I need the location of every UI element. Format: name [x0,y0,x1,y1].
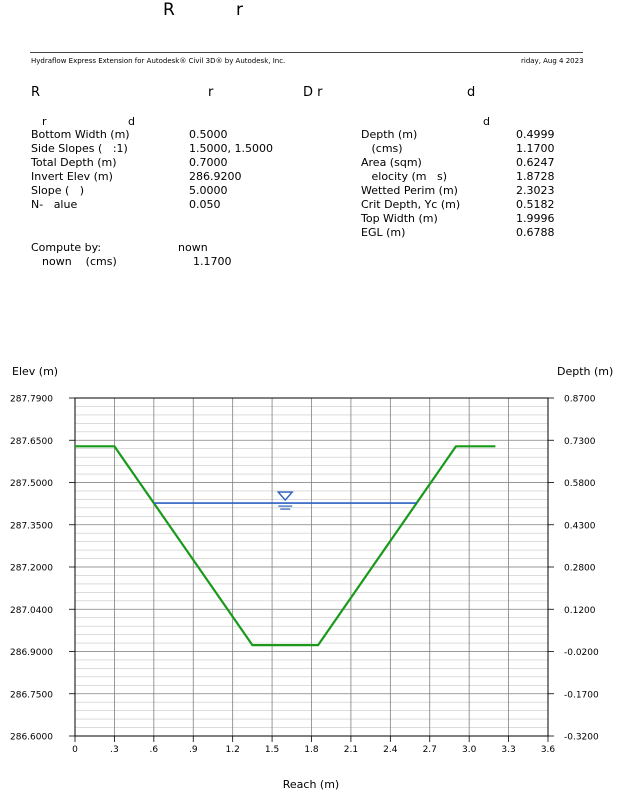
sub-right: d [483,115,490,128]
x-tick-label: 0 [72,745,78,755]
software-credit: Hydraflow Express Extension for Autodesk® Civil 3D® by Autodesk, Inc. [31,57,286,65]
elev-tick-label: 286.9000 [10,648,53,658]
section-right-a: D r [303,85,323,100]
x-tick-label: 2.4 [383,745,398,755]
channel-param-label: Invert Elev (m) [31,170,113,183]
channel-param-value: 0.5000 [189,128,228,141]
depth-tick-label: -0.3200 [564,732,599,743]
channel-param-value: 1.5000, 1.5000 [189,142,273,155]
depth-tick-label: 0.2800 [564,563,596,574]
elev-tick-label: 287.2000 [10,563,53,574]
left-axis-title: Elev (m) [12,365,59,378]
result-param-value: 0.6247 [516,156,555,169]
header-rule [30,52,583,53]
result-param-label: Crit Depth, Yc (m) [361,198,461,211]
x-tick-label: 3.6 [540,745,556,755]
channel-param-value: 0.050 [189,198,221,211]
result-param-value: 1.9996 [516,212,555,225]
known-label: nown (cms) [42,255,117,268]
x-tick-label: 1.8 [304,745,319,755]
report-date: riday, Aug 4 2023 [521,57,584,65]
channel-param-value: 0.7000 [189,156,228,169]
channel-param-label: Slope ( ) [31,184,85,197]
x-tick-label: 1.2 [225,745,240,755]
result-param-value: 0.6788 [516,226,555,239]
cross-section-chart [0,355,622,805]
elev-tick-label: 287.0400 [10,605,53,616]
elev-tick-label: 287.5000 [10,479,53,489]
x-tick-label: .3 [110,745,119,755]
x-tick-label: 3.3 [501,745,516,755]
channel-param-value: 286.9200 [189,170,242,183]
elev-tick-label: 287.6500 [10,436,53,447]
right-axis-title: Depth (m) [557,365,614,378]
title-right: r [236,0,243,20]
elev-tick-label: 286.7500 [10,690,53,701]
result-param-value: 1.1700 [516,142,555,155]
compute-label: Compute by: [31,241,102,254]
result-param-label: elocity (m s) [361,170,447,183]
result-param-value: 0.4999 [516,128,555,141]
depth-tick-label: 0.4300 [564,521,596,532]
x-tick-label: 3.0 [462,745,477,755]
section-left: R [31,85,41,100]
depth-tick-label: 0.5800 [564,479,596,489]
compute-value: nown [178,241,208,254]
elev-tick-label: 286.6000 [10,732,53,743]
depth-tick-label: -0.1700 [564,690,599,701]
title-left: R [163,0,175,20]
channel-param-label: Total Depth (m) [31,156,117,169]
depth-tick-label: 0.8700 [564,394,596,405]
channel-param-label: N- alue [31,198,78,211]
x-tick-label: 2.1 [343,745,359,755]
sub-left-b: d [128,115,135,128]
channel-section-line [75,446,495,645]
channel-param-label: Side Slopes ( :1) [31,142,128,155]
elev-tick-label: 287.7900 [10,394,53,405]
known-value: 1.1700 [193,255,232,268]
x-tick-label: .6 [149,745,159,755]
section-mid: r [208,85,214,100]
depth-tick-label: -0.0200 [564,648,599,658]
x-tick-label: .9 [188,745,198,755]
x-tick-label: 1.5 [264,745,280,755]
channel-param-value: 5.0000 [189,184,228,197]
result-param-label: Top Width (m) [361,212,438,225]
result-param-value: 1.8728 [516,170,555,183]
result-param-label: EGL (m) [361,226,406,239]
water-level-symbol [278,492,292,500]
elev-tick-label: 287.3500 [10,521,53,532]
sub-left: r [42,115,47,128]
depth-tick-label: 0.1200 [564,605,596,616]
result-param-value: 2.3023 [516,184,555,197]
channel-param-label: Bottom Width (m) [31,128,130,141]
x-axis-title: Reach (m) [282,778,340,791]
depth-tick-label: 0.7300 [564,436,596,447]
result-param-label: Area (sqm) [361,156,422,169]
result-param-label: Depth (m) [361,128,418,141]
x-tick-label: 2.7 [422,745,437,755]
result-param-label: (cms) [361,142,403,155]
result-param-label: Wetted Perim (m) [361,184,458,197]
section-right-b: d [467,85,476,100]
result-param-value: 0.5182 [516,198,555,211]
